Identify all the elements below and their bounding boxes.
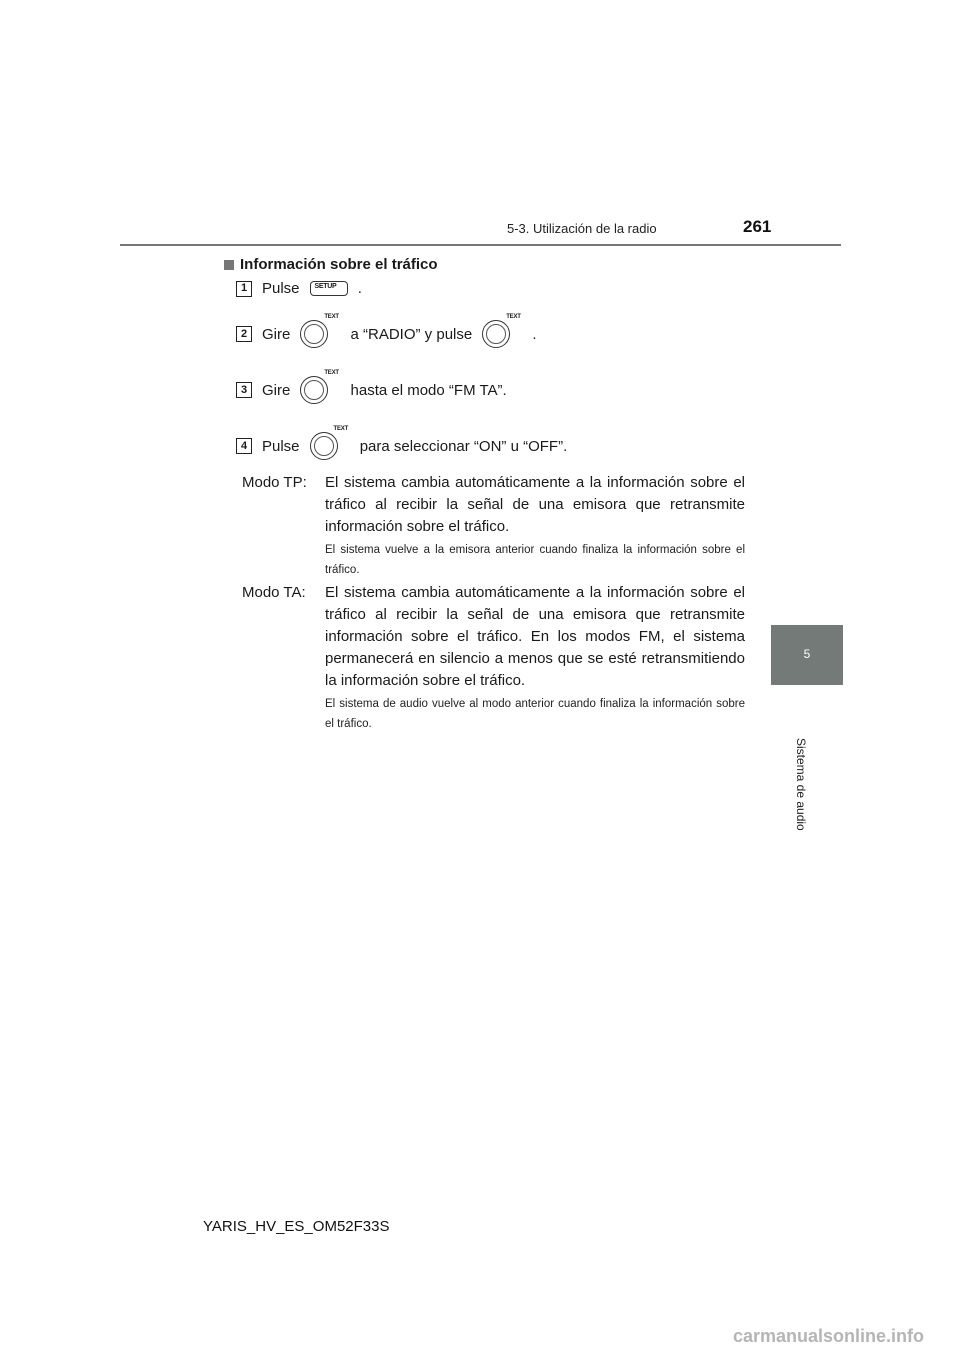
setup-button-label: SETUP [314, 283, 337, 290]
chapter-tab [771, 625, 843, 685]
knob-label: TEXT [324, 370, 339, 376]
step-text-before: Gire [262, 325, 291, 343]
step-text-after: hasta el modo “FM TA”. [346, 381, 507, 399]
step-number: 1 [236, 281, 252, 297]
knob-label: TEXT [333, 426, 349, 432]
chapter-number: 5 [803, 647, 811, 661]
header-divider [120, 244, 841, 246]
step-4 [236, 426, 568, 460]
step-number: 4 [236, 438, 252, 454]
mode-label: Modo TP: [242, 474, 307, 491]
step-3 [236, 370, 507, 404]
section-title-text: Información sobre el tráfico [240, 256, 438, 273]
chapter-label: Sistema de audio [794, 738, 808, 831]
mode-description: El sistema cambia automáticamente a la información sobre el tráfico al recibir la señal de una emisora que retransmite información sobre el tráfico. En los modos FM, el sistema permanecerá en silencio a menos que se esté retransmitiendo la información sobre el tráfico. [325, 584, 745, 689]
mode-label: Modo TA: [242, 584, 306, 601]
tune-knob-icon [300, 314, 342, 348]
knob-label: TEXT [506, 314, 521, 320]
step-number: 2 [236, 326, 252, 342]
header-section-title: 5-3. Utilización de la radio [507, 221, 657, 236]
step-2 [236, 314, 537, 348]
step-text-after: . [353, 280, 362, 297]
step-text-after: . [528, 325, 537, 343]
tune-knob-icon [310, 426, 352, 460]
document-code: YARIS_HV_ES_OM52F33S [203, 1218, 390, 1235]
tune-knob-icon [300, 370, 342, 404]
setup-button-icon [310, 281, 348, 296]
mode-note: El sistema vuelve a la emisora anterior cuando finaliza la información sobre el tráfico. [325, 544, 745, 576]
step-text-middle: a “RADIO” y pulse [346, 325, 473, 343]
section-title [224, 256, 438, 273]
step-text-after: para seleccionar “ON” u “OFF”. [355, 437, 568, 455]
step-number: 3 [236, 382, 252, 398]
step-text-before: Gire [262, 381, 291, 399]
knob-label: TEXT [324, 314, 339, 320]
step-text-before: Pulse [262, 280, 300, 297]
page-number: 261 [743, 217, 772, 236]
step-text-before: Pulse [262, 437, 300, 455]
step-1 [236, 280, 362, 297]
tune-knob-icon [482, 314, 524, 348]
square-bullet-icon [224, 260, 234, 270]
mode-note: El sistema de audio vuelve al modo anterior cuando finaliza la información sobre el tráfico. [325, 698, 745, 730]
watermark: carmanualsonline.info [733, 1326, 925, 1346]
mode-description: El sistema cambia automáticamente a la información sobre el tráfico al recibir la señal de una emisora que retransmite información sobre el tráfico. [325, 474, 745, 535]
